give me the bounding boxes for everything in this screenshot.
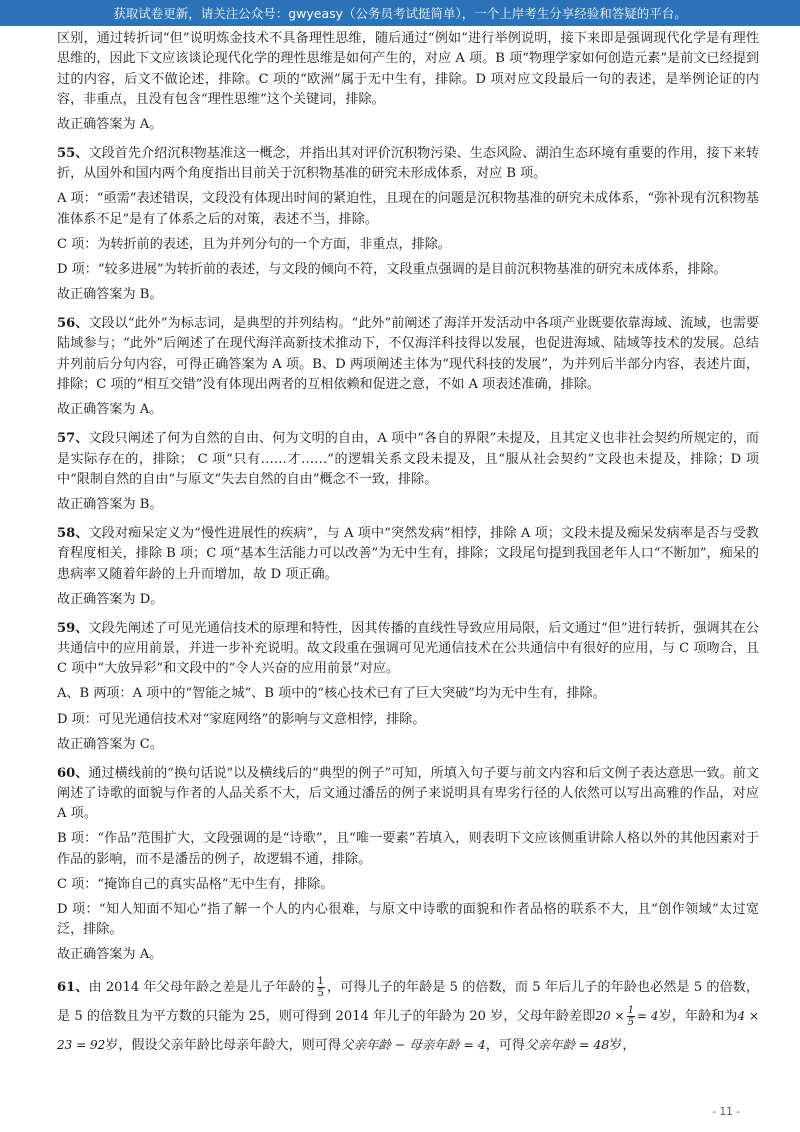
question-text: 岁，假设父亲年龄比母亲年龄大，则可得 [105,1038,341,1054]
banner-text: 获取试卷更新，请关注公众号：gwyeasy（公务员考试挺简单），一个上岸考生分享经验和答疑的平台。 [113,6,687,21]
paragraph: D 项：“较多进展”为转折前的表述，与文段的倾向不符，文段重点强调的是目前沉积物基准的研究未成体系，排除。 [57,261,727,277]
paragraph: A、B 两项：A 项中的“智能之城”、B 项中的“核心技术已有了巨大突破”均为无中生有，排除。 [57,686,606,702]
formula-father-age: 父亲年龄 = 48 [525,1037,610,1053]
formula-part: = 4 [636,1009,659,1024]
question-number: 55、 [57,146,89,162]
document-body [57,29,759,1065]
formula-age-sum: 4 × 23 = 92 [57,1009,760,1053]
question-56 [57,314,759,395]
question-text: ，可得 [485,1038,525,1054]
paragraph: 区别，通过转折词“但”说明炼金技术不具备理性思维，随后通过“例如”进行举例说明，接下来即是强调现代化学是有理性思维的，因此下文应该谈论现代化学的理性思维是如何产生的，对应 A 项。B 项“物理学家如何创造元素”是前文已经提到过的内容，后文不做论述，排除。C 项的“欧洲”属于无中生有，排除。D 项对应文段最后一句的表述，是举例论证的内容，非重点，且没有包含“理性思维”这个关键词，排除。 [57,31,759,107]
question-text: 通过横线前的“换句话说”以及横线后的“典型的例子”可知，所填入句子要与前文内容和后文例子表达意思一致。前文阐述了诗歌的面貌与作者的人品关系不大，后文通过潘岳的例子来说明具有卑劣行径的人依然可以写出高雅的作品，对应 A 项。 [57,765,759,822]
answer-line: 故正确答案为 D。 [57,591,164,607]
question-text: 岁， [609,1038,636,1054]
page-number: - 11 - [712,1106,740,1118]
question-60 [57,764,759,825]
question-text: 由 2014 年父母年龄之差是儿子年龄的 [88,980,315,996]
fraction-denominator: 5 [317,988,324,1000]
formula-age-difference [595,1005,659,1029]
formula-father-minus-mother: 父亲年龄 − 母亲年龄 = 4 [340,1037,486,1053]
answer-line: 故正确答案为 B。 [57,496,163,512]
question-text: 文段先阐述了可见光通信技术的原理和特性，因其传播的直线性导致应用局限，后文通过“但”进行转折，强调其在公共通信中的应用前景，并进一步补充说明。故文段重在强调可见光通信技术在公共通信中有很好的应用，与 C 项吻合，且 C 项中“大放异彩”和文段中的“令人兴奋的应用前景”对应。 [57,620,759,677]
paragraph: D 项：可见光通信技术对“家庭网络”的影响与文意相悖，排除。 [57,711,426,727]
question-text: 文段对痴呆定义为“慢性进展性的疾病”，与 A 项中“突然发病”相悖，排除 A 项；文段未提及痴呆发病率是否与受教育程度相关，排除 B 项；C 项“基本生活能力可以改善”为无中生有，排除；文段尾句提到我国老年人口“不断加”，痴呆的患病率又随着年龄的上升而增加，故 D 项正确。 [57,526,759,582]
question-text: 文段只阐述了何为自然的自由、何为文明的自由，A 项中“各自的界限”未提及，且其定义也非社会契约所规定的，而是实际存在的，排除； C 项“只有……才……”的逻辑关系文段未提及，且“服从社会契约”文段也未提及，排除；D 项中“限制自然的自由”与原文“失去自然的自由”概念不一致，排除。 [57,431,759,487]
paragraph: A 项：“亟需”表述错误，文段没有体现出时间的紧迫性，且现在的问题是沉积物基准的研究未成体系，“弥补现有沉积物基准体系不足”是有了体系之后的对策，表述不当，排除。 [57,191,759,227]
fraction-one-fifth [317,976,325,999]
top-banner [0,0,800,26]
question-number: 58、 [57,526,89,541]
formula-part: 20 × [595,1009,625,1024]
question-55 [57,144,759,185]
answer-line: 故正确答案为 A。 [57,947,163,963]
question-number: 59、 [57,620,89,636]
question-61 [57,974,759,1060]
question-57 [57,429,759,490]
fraction-numerator: 1 [317,976,324,988]
paragraph: C 项：为转折前的表述，且为并列分句的一个方面，非重点，排除。 [57,236,451,252]
answer-line: 故正确答案为 A。 [57,116,163,132]
question-number: 57、 [57,431,89,447]
question-text: ，可得儿子的年龄是 5 的倍数，而 5 年后儿子的年龄也必然是 5 的倍数，是 5 的倍数且为平方数的只能为 25，则可得到 2014 年儿子的年龄为 20 岁，父母年龄差即 [57,980,759,1025]
paragraph: D 项：“知人知面不知心”指了解一个人的内心很难，与原文中诗歌的面貌和作者品格的联系不大，且“创作领域”太过宽泛，排除。 [57,901,759,938]
question-58 [57,524,759,585]
question-text: 文段以“此外”为标志词，是典型的并列结构。“此外”前阐述了海洋开发活动中各项产业既要依靠海域、流域，也需要陆域参与；“此外”后阐述了在现代海洋高新技术推动下，不仅海洋科技得以发展，也促进海域、陆域等技术的发展。总结并列前后分句内容，可得正确答案为 A 项。B、D 两项阐述主体为“现代科技的发展”，为并列后半部分内容，表述片面，排除；C 项的“相互交错”没有体现出两者的互相依赖和促进之意，不如 A 项表述准确，排除。 [57,316,759,393]
question-text: 文段首先介绍沉积物基准这一概念，并指出其对评价沉积物污染、生态风险、湖泊生态环境有重要的作用，接下来转折，从国外和国内两个角度指出目前关于沉积物基准的研究未形成体系，对应 B 项。 [57,146,759,182]
question-59 [57,619,759,680]
paragraph: C 项：“掩饰自己的真实品格”无中生有，排除。 [57,876,334,892]
answer-line: 故正确答案为 A。 [57,402,163,418]
question-number: 56、 [57,316,89,332]
question-number: 60、 [57,765,89,781]
answer-line: 故正确答案为 B。 [57,287,163,303]
question-text: 岁，年龄和为 [658,1009,738,1025]
fraction-denominator: 5 [627,1017,634,1029]
fraction-numerator: 1 [627,1005,634,1017]
question-number: 61、 [57,980,89,996]
fraction-one-fifth [627,1005,635,1028]
answer-line: 故正确答案为 C。 [57,736,163,752]
paragraph: B 项：“作品”范围扩大，文段强调的是“诗歌”，且“唯一要素”若填入，则表明下文应该侧重讲除人格以外的其他因素对于作品的影响，而不是潘岳的例子，故逻辑不通，排除。 [57,831,759,867]
